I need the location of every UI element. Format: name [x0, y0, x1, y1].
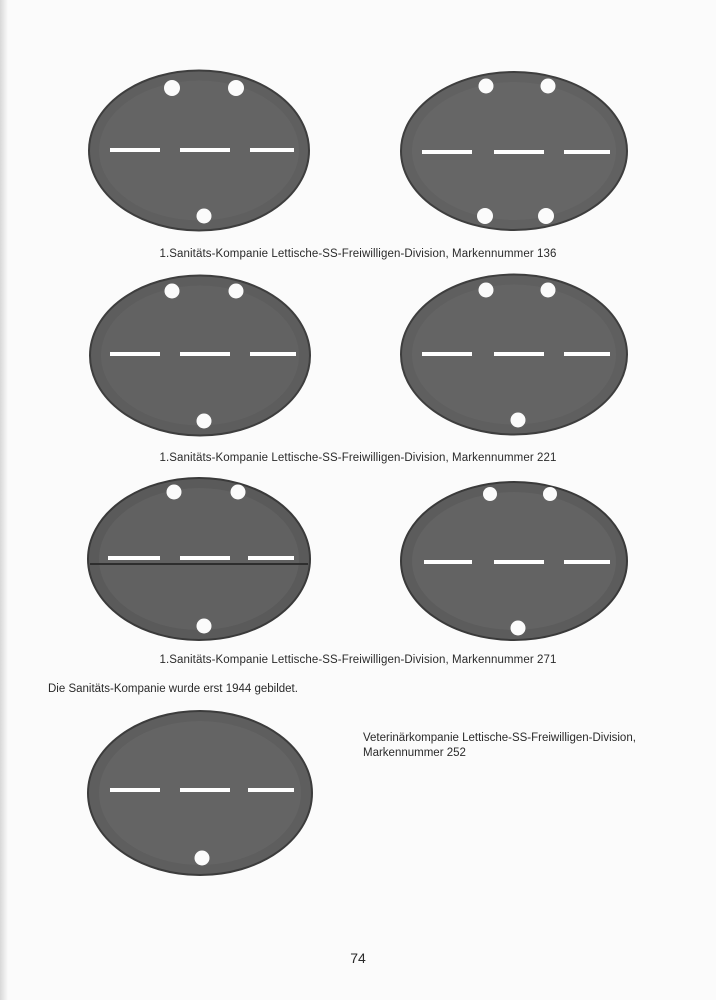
side-caption-line-2: Markennummer 252 [363, 747, 466, 759]
dog-tag-photo [88, 273, 312, 438]
page-number: 74 [350, 950, 366, 966]
side-caption-line-1: Veterinärkompanie Lettische-SS-Freiwilligen-Division, [363, 732, 636, 744]
dog-tag-photo [398, 272, 630, 437]
dog-tag-photo [86, 68, 312, 233]
dog-tag-photo [86, 708, 314, 878]
figure-caption: 1.Sanitäts-Kompanie Lettische-SS-Freiwilligen-Division, Markennummer 136 [159, 248, 557, 260]
body-text: Die Sanitäts-Kompanie wurde erst 1944 gebildet. [48, 683, 298, 695]
dog-tag-photo [398, 70, 630, 232]
figure-caption: 1.Sanitäts-Kompanie Lettische-SS-Freiwilligen-Division, Markennummer 271 [159, 654, 557, 666]
page-edge-shadow [0, 0, 8, 1000]
dog-tag-photo [86, 476, 312, 642]
figure-caption-side [363, 731, 663, 761]
figure-caption: 1.Sanitäts-Kompanie Lettische-SS-Freiwilligen-Division, Markennummer 221 [159, 452, 557, 464]
dog-tag-photo [398, 480, 630, 642]
